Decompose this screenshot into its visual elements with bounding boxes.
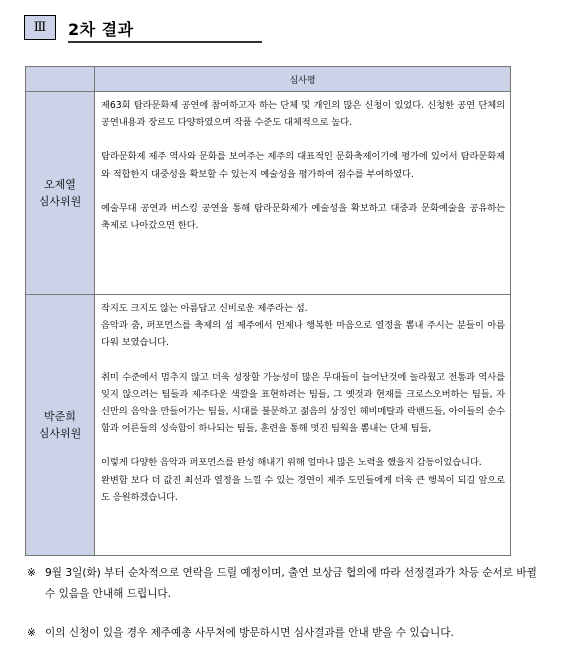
- review-paragraph: 음악과 춤, 퍼포먼스를 축제의 섬 제주에서 언제나 행복한 마음으로 열정을 뽐내 주시는 분들이 아름다워 보였습니다.: [101, 320, 505, 349]
- review-paragraph: 제63회 탐라문화제 공연에 참여하고자 하는 단체 및 개인의 많은 신청이 있었다. 신청한 공연 단체의 공연내용과 장르도 다양하였으며 작품 수준도 대체적으로 높다.: [101, 100, 505, 129]
- judge-role: 심사위원: [38, 195, 82, 208]
- section-title: 2차 결과: [68, 20, 134, 39]
- section-header: [24, 15, 262, 43]
- note-text: 이의 신청이 있을 경우 제주예총 사무처에 방문하시면 심사결과를 안내 받을 수 있습니다.: [45, 627, 454, 639]
- header-corner-cell: [26, 67, 95, 92]
- judge-name: 오제열: [44, 178, 76, 191]
- note-text: 9월 3일(화) 부터 순차적으로 연락을 드릴 예정이며, 출연 보상금 협의에 따라 선정결과가 차등 순서로 바뀔 수 있음을 안내해 드립니다.: [45, 567, 537, 600]
- note-item: [27, 563, 539, 604]
- table-row: [26, 92, 511, 295]
- reference-mark: ※: [27, 567, 36, 579]
- review-paragraph: 이렇게 다양한 음악과 퍼포먼스를 완성 해내기 위해 얼마나 많은 노력을 했을지 감동이었습니다.: [101, 457, 482, 469]
- review-paragraph: 취미 수준에서 멈추지 않고 더욱 성장할 가능성이 많은 무대들이 늘어난것에 놀라웠고 전통과 역사를 잊지 않으려는 팀들과 제주다운 색깔을 표현하려는 팀들, 그 옛것과 현재를 크로스오버하는 팀들, 자신만의 음악을 만들어가는 팀들, 시대를 불문하고 젊음의 상징인 헤비메탈과 락밴드들, 아이들의 순수함과 어른들의 성숙함이 하나되는 팀들, 훈련을 통해 멋진 팀웍을 뽐내는 단체 팀들,: [101, 371, 505, 435]
- review-paragraph: 탐라문화제 제주 역사와 문화를 보여주는 제주의 대표적인 문화축제이기에 평가에 있어서 탐라문화제와 적합한지 대중성을 확보할 수 있는지 예술성을 평가하여 점수를 부여하였다.: [101, 151, 505, 180]
- table-header-row: [26, 67, 511, 92]
- review-header: 심사평: [95, 67, 511, 92]
- review-table: [25, 66, 511, 556]
- judge-name: 박준희: [44, 410, 76, 423]
- review-text-cell: [95, 295, 511, 556]
- note-item: [27, 623, 539, 644]
- judge-cell: [26, 92, 95, 295]
- review-paragraph: 작지도 크지도 않는 아름답고 신비로운 제주라는 섬.: [101, 303, 308, 314]
- table-row: [26, 295, 511, 556]
- section-number: Ⅲ: [24, 15, 56, 40]
- judge-role: 심사위원: [38, 427, 82, 440]
- judge-cell: [26, 295, 95, 556]
- review-paragraph: 예술무대 공연과 버스킹 공연을 통해 탐라문화제가 예술성을 확보하고 대중과 문화예술을 공유하는 축제로 나아갔으면 한다.: [101, 202, 505, 232]
- review-paragraph: 완변함 보다 더 값진 최선과 열정을 느낄 수 있는 경연이 제주 도민들에게 더욱 큰 행복이 되길 앞으로도 응원하겠습니다.: [101, 474, 505, 503]
- title-underline: [68, 41, 262, 43]
- notes-section: [27, 563, 539, 644]
- review-text-cell: [95, 92, 511, 295]
- reference-mark: ※: [27, 627, 36, 639]
